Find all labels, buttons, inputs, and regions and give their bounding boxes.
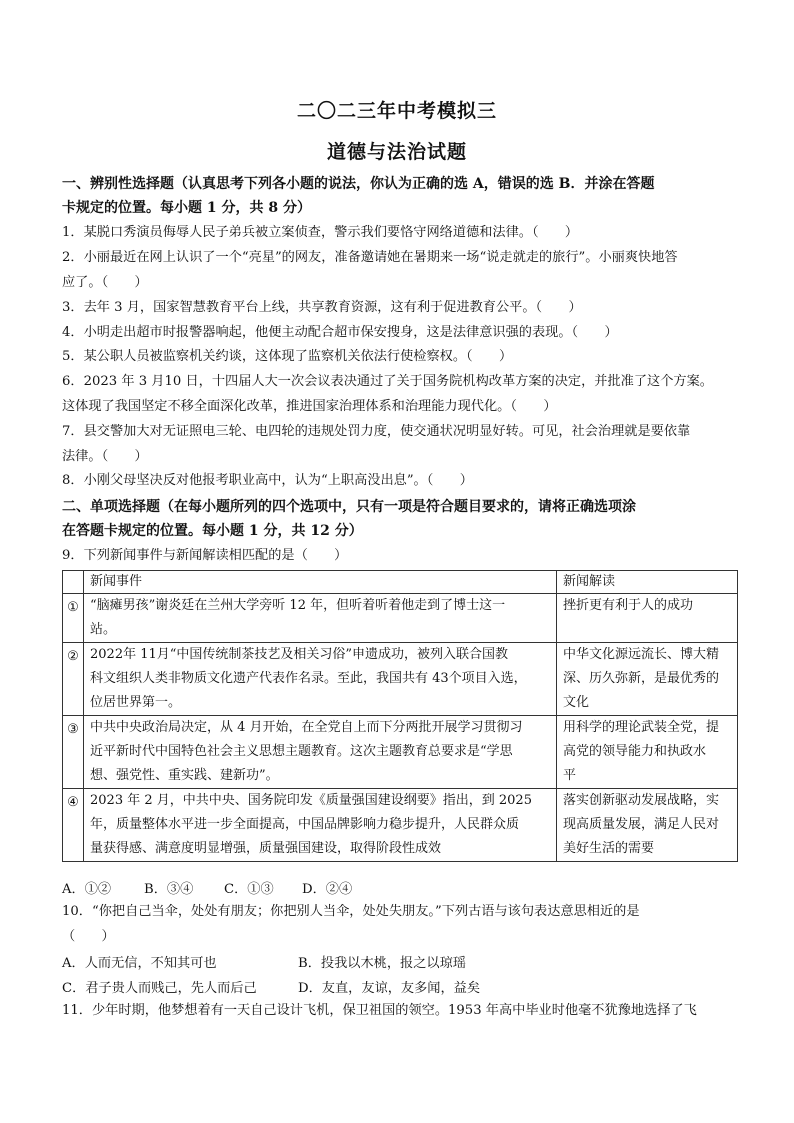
news-event-cell — [84, 594, 557, 643]
question-7-line1: 7．县交警加大对无证照电三轮、电四轮的违规处罚力度，使交通状况明显好转。可见，社会治理就是要依靠 — [62, 424, 691, 439]
q9-option-c: C．①③ — [224, 882, 274, 897]
event-line: 站。 — [90, 622, 117, 637]
news-table — [62, 570, 738, 862]
row-number: ① — [63, 594, 84, 643]
event-line: 中共中央政治局决定，从 4 月开始，在全党自上而下分两批开展学习贯彻习 — [90, 720, 523, 735]
news-explain-cell — [557, 643, 738, 716]
table-row — [63, 716, 738, 789]
event-line: 近平新时代中国特色社会主义思想主题教育。这次主题教育总要求是“学思 — [90, 744, 513, 759]
explain-line: 用科学的理论武装全党，提 — [563, 720, 720, 735]
section1-heading-line1: 一、辨别性选择题（认真思考下列各小题的说法，你认为正确的选 A，错误的选 B．并涂在答题 — [62, 176, 655, 192]
question-7-line2: 法律。（ ） — [62, 449, 148, 464]
table-header-row — [63, 571, 738, 594]
question-3: 3．去年 3 月，国家智慧教育平台上线，共享教育资源，这有利于促进教育公平。（ ） — [62, 300, 582, 315]
question-9-stem: 9．下列新闻事件与新闻解读相匹配的是（ ） — [62, 548, 348, 563]
q10-option-c: C．君子贵人而贱己，先人而后己 — [62, 981, 257, 996]
table-header-num — [63, 571, 84, 594]
explain-line: 落实创新驱动发展战略，实 — [563, 793, 720, 808]
row-number: ④ — [63, 789, 84, 862]
question-10-line2: （ ） — [62, 929, 115, 944]
q10-option-b: B．投我以木桃，报之以琼瑶 — [298, 956, 466, 971]
exam-title: 二〇二三年中考模拟三 — [296, 100, 497, 122]
question-8: 8．小刚父母坚决反对他报考职业高中，认为“上职高没出息”。（ ） — [62, 473, 473, 488]
section2-heading-line2: 在答题卡规定的位置。每小题 1 分，共 12 分） — [62, 523, 363, 539]
row-number: ③ — [63, 716, 84, 789]
question-2-line2: 应了。（ ） — [62, 275, 148, 290]
event-line: 2022年 11月“中国传统制茶技艺及相关习俗”申遗成功，被列入联合国教 — [90, 647, 509, 662]
explain-line: 平 — [563, 768, 577, 783]
q9-option-d: D．②④ — [302, 882, 353, 897]
q9-option-a: A．①② — [62, 882, 112, 897]
news-event-cell — [84, 716, 557, 789]
table-row — [63, 643, 738, 716]
explain-line: 挫折更有利于人的成功 — [563, 598, 694, 613]
event-line: 2023 年 2 月，中共中央、国务院印发《质量强国建设纲要》指出，到 2025 — [90, 793, 532, 808]
exam-subtitle: 道德与法治试题 — [326, 141, 467, 163]
q9-option-b: B．③④ — [144, 882, 194, 897]
news-explain-cell — [557, 594, 738, 643]
q10-option-a: A．人而无信，不知其可也 — [62, 956, 217, 971]
news-event-cell — [84, 643, 557, 716]
news-event-cell — [84, 789, 557, 862]
event-line: 年，质量整体水平进一步全面提高，中国品牌影响力稳步提升，人民群众质 — [90, 817, 520, 832]
explain-line: 美好生活的需要 — [563, 841, 655, 856]
explain-line: 文化 — [563, 695, 590, 710]
question-2-line1: 2．小丽最近在网上认识了一个“亮星”的网友，准备邀请她在暑期来一场“说走就走的旅行”。小丽爽快地答 — [62, 250, 678, 265]
explain-line: 中华文化源远流长、博大精 — [563, 647, 720, 662]
explain-line: 现高质量发展，满足人民对 — [563, 817, 720, 832]
explain-line: 高党的领导能力和执政水 — [563, 744, 707, 759]
event-line: 科文组织人类非物质文化遗产代表作名录。至此，我国共有 43个项目入选， — [90, 671, 527, 686]
table-header-explain: 新闻解读 — [557, 571, 738, 594]
section1-heading-line2: 卡规定的位置。每小题 1 分，共 8 分） — [62, 200, 311, 216]
section2-heading-line1: 二、单项选择题（在每小题所列的四个选项中，只有一项是符合题目要求的，请将正确选项涂 — [62, 499, 636, 515]
question-10-line1: 10．“你把自己当伞，处处有朋友；你把别人当伞，处处失朋友。”下列古语与该句表达意思相近的是 — [62, 904, 640, 919]
event-line: 量获得感、满意度明显增强，质量强国建设，取得阶段性成效 — [90, 841, 442, 856]
event-line: 位居世界第一。 — [90, 695, 182, 710]
event-line: “脑瘫男孩”谢炎廷在兰州大学旁听 12 年，但听着听着他走到了博士这一 — [90, 598, 506, 613]
question-5: 5．某公职人员被监察机关约谈，这体现了监察机关依法行使检察权。（ ） — [62, 349, 513, 364]
question-6-line2: 这体现了我国坚定不移全面深化改革，推进国家治理体系和治理能力现代化。（ ） — [62, 399, 557, 414]
question-6-line1: 6．2023 年 3 月10 日，十四届人大一次会议表决通过了关于国务院机构改革方案的决定，并批准了这个方案。 — [62, 374, 713, 389]
event-line: 想、强党性、重实践、建新功”。 — [90, 768, 279, 783]
question-11-line1: 11．少年时期，他梦想着有一天自己设计飞机，保卫祖国的领空。1953 年高中毕业时他毫不犹豫地选择了飞 — [62, 1003, 697, 1018]
q10-option-d: D．友直，友谅，友多闻，益矣 — [298, 981, 481, 996]
row-number: ② — [63, 643, 84, 716]
news-explain-cell — [557, 716, 738, 789]
table-row — [63, 789, 738, 862]
table-row — [63, 594, 738, 643]
news-explain-cell — [557, 789, 738, 862]
table-header-event: 新闻事件 — [84, 571, 557, 594]
question-4: 4．小明走出超市时报警器响起，他便主动配合超市保安搜身，这是法律意识强的表现。（ ） — [62, 325, 618, 340]
question-1: 1．某脱口秀演员侮辱人民子弟兵被立案侦查，警示我们要恪守网络道德和法律。（ ） — [62, 225, 579, 240]
explain-line: 深、历久弥新，是最优秀的 — [563, 671, 720, 686]
